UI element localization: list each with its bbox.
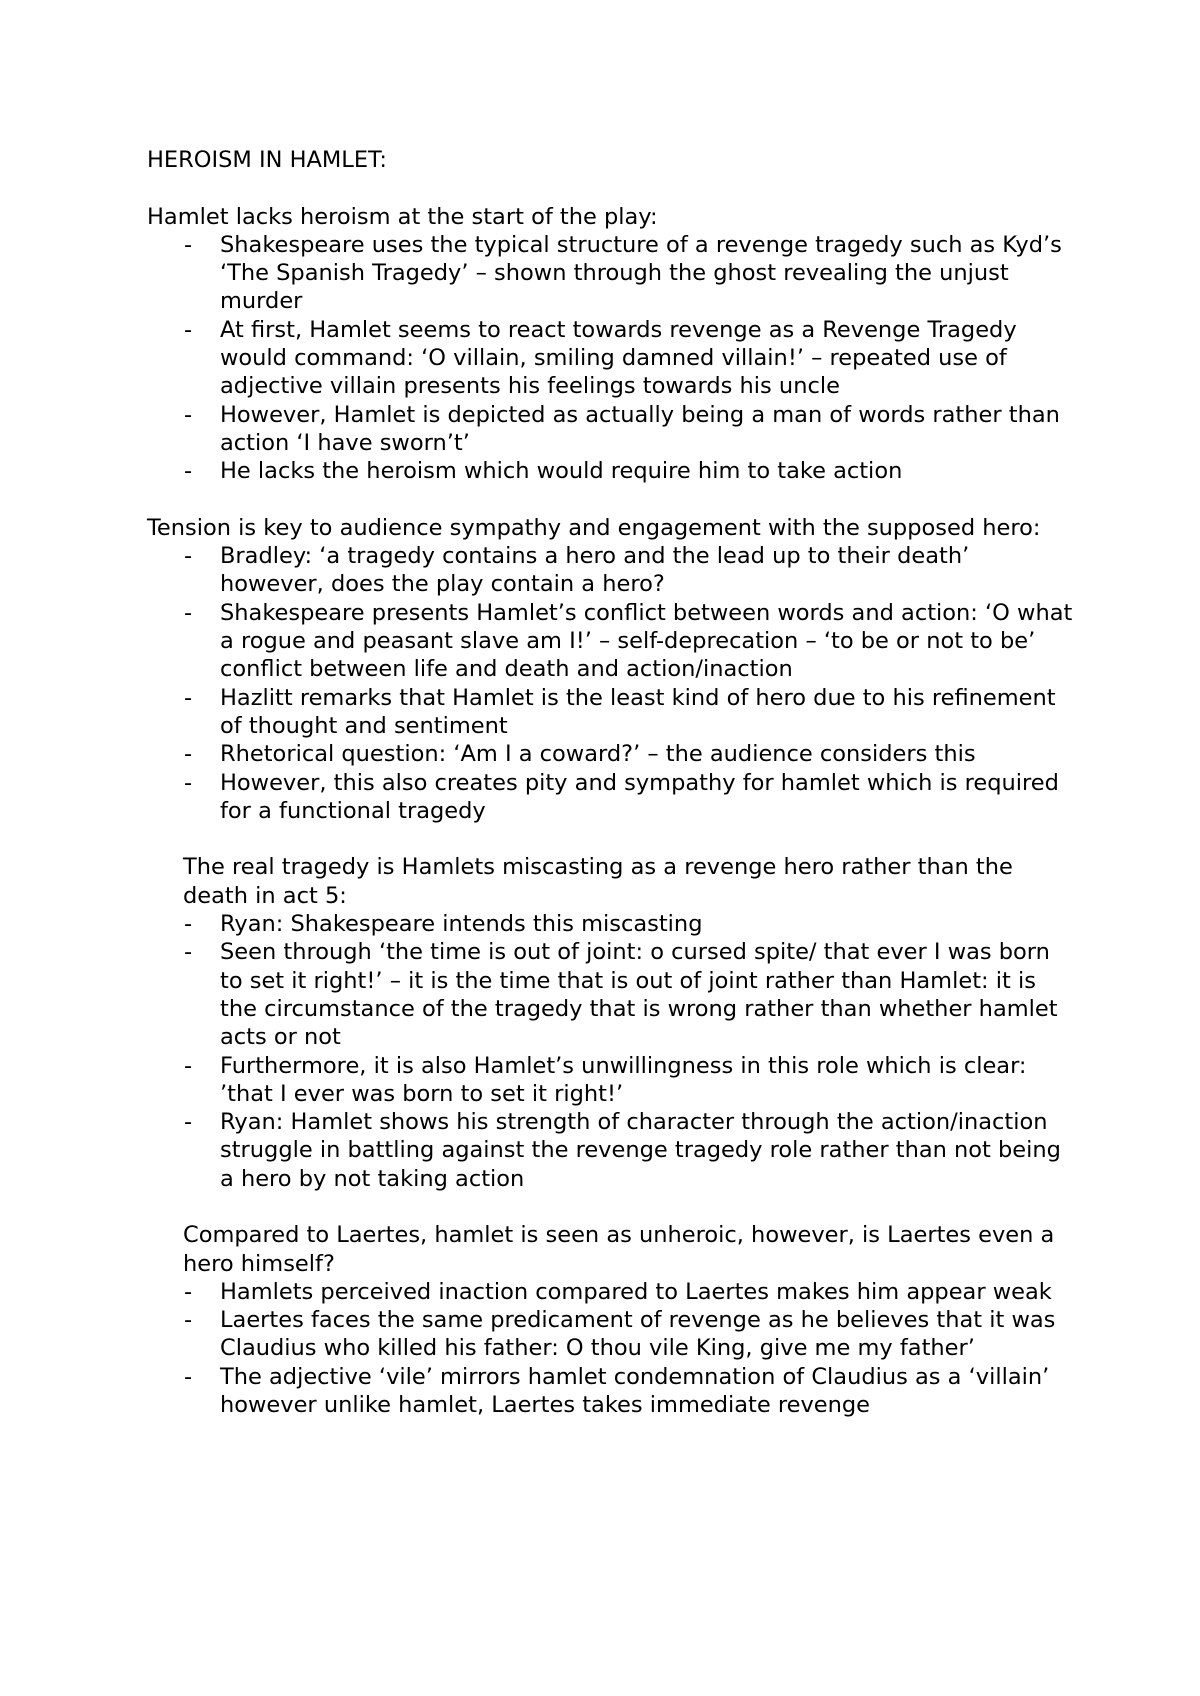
list-item [184, 910, 1077, 938]
bullet-dash: - [184, 401, 193, 428]
list-item-text: He lacks the heroism which would require him to take action [220, 458, 903, 485]
list-item [184, 599, 1077, 684]
bullet-dash: - [184, 1109, 193, 1136]
bullet-dash: - [184, 316, 193, 343]
bullet-dash: - [184, 1363, 193, 1390]
bullet-list [147, 910, 1077, 1193]
list-item [184, 316, 1077, 401]
bullet-dash: - [184, 741, 193, 768]
list-item [184, 542, 1077, 599]
list-item [184, 740, 1077, 768]
list-item-text: At first, Hamlet seems to react towards revenge as a Revenge Tragedy would command: ‘O villain, smiling damned villain!’ – repeated use of adjective villain presents his feelings towards his uncle [220, 316, 1017, 400]
bullet-list [147, 542, 1077, 825]
list-item [184, 1363, 1077, 1420]
list-item-text: Shakespeare uses the typical structure of a revenge tragedy such as Kyd’s ‘The Spanish Tragedy’ – shown through the ghost revealing the unjust murder [220, 231, 1062, 315]
section-tension [147, 514, 1077, 825]
bullet-dash: - [184, 599, 193, 626]
section-heading: Tension is key to audience sympathy and engagement with the supposed hero: [147, 514, 1041, 541]
list-item-text: However, this also creates pity and sympathy for hamlet which is required for a functional tragedy [220, 769, 1059, 824]
list-item-text: Hazlitt remarks that Hamlet is the least kind of hero due to his refinement of thought and sentiment [220, 684, 1056, 739]
section-real-tragedy [147, 853, 1077, 1193]
section-laertes [147, 1221, 1077, 1419]
bullet-dash: - [184, 911, 193, 938]
list-item [184, 401, 1077, 458]
bullet-dash: - [184, 1278, 193, 1305]
list-item-text: However, Hamlet is depicted as actually being a man of words rather than action ‘I have sworn’t’ [220, 401, 1060, 456]
bullet-dash: - [184, 458, 193, 485]
list-item-text: Ryan: Shakespeare intends this miscasting [220, 911, 703, 938]
list-item [184, 769, 1077, 826]
bullet-dash: - [184, 1052, 193, 1079]
list-item-text: Shakespeare presents Hamlet’s conflict between words and action: ‘O what a rogue and peasant slave am I!’ – self-deprecation – ‘to be or not to be’ conflict between life and death and action/inaction [220, 599, 1073, 683]
bullet-dash: - [184, 684, 193, 711]
list-item-text: Rhetorical question: ‘Am I a coward?’ – the audience considers this [220, 741, 976, 768]
bullet-dash: - [184, 939, 193, 966]
list-item-text: Ryan: Hamlet shows his strength of character through the action/inaction struggle in battling against the revenge tragedy role rather than not being a hero by not taking action [220, 1109, 1061, 1192]
bullet-dash: - [184, 231, 193, 258]
list-item-text: Seen through ‘the time is out of joint: o cursed spite/ that ever I was born to set it right!’ – it is the time that is out of joint rather than Hamlet: it is the circumstance of the tragedy that is wrong rather than whether hamlet acts or not [220, 939, 1058, 1051]
list-item [184, 938, 1077, 1051]
list-item-text: Hamlets perceived inaction compared to Laertes makes him appear weak [220, 1278, 1052, 1305]
bullet-dash: - [184, 543, 193, 570]
section-heading: Hamlet lacks heroism at the start of the play: [147, 203, 658, 230]
document-body [147, 146, 1077, 1448]
list-item [184, 1052, 1077, 1109]
list-item-text: Bradley: ‘a tragedy contains a hero and the lead up to their death’ however, does the play contain a hero? [220, 543, 970, 598]
section-heading: The real tragedy is Hamlets miscasting as a revenge hero rather than the death in act 5: [183, 854, 1013, 909]
list-item-text: The adjective ‘vile’ mirrors hamlet condemnation of Claudius as a ‘villain’ however unlike hamlet, Laertes takes immediate revenge [220, 1363, 1050, 1419]
bullet-dash: - [184, 769, 193, 796]
section-heading: Compared to Laertes, hamlet is seen as unheroic, however, is Laertes even a hero himself? [183, 1222, 1055, 1277]
list-item [184, 1306, 1077, 1363]
list-item [184, 1278, 1077, 1306]
document-title: HEROISM IN HAMLET: [147, 147, 387, 173]
section-lacks-heroism [147, 203, 1077, 486]
bullet-list [147, 231, 1077, 486]
bullet-dash: - [184, 1307, 193, 1334]
list-item [184, 231, 1077, 316]
list-item-text: Laertes faces the same predicament of revenge as he believes that it was Claudius who killed his father: O thou vile King, give me my father’ [220, 1307, 1056, 1362]
list-item [184, 684, 1077, 741]
list-item [184, 457, 1077, 485]
bullet-list [147, 1278, 1077, 1419]
list-item-text: Furthermore, it is also Hamlet’s unwillingness in this role which is clear: ’that I ever was born to set it right!’ [220, 1052, 1027, 1107]
list-item [184, 1108, 1077, 1193]
